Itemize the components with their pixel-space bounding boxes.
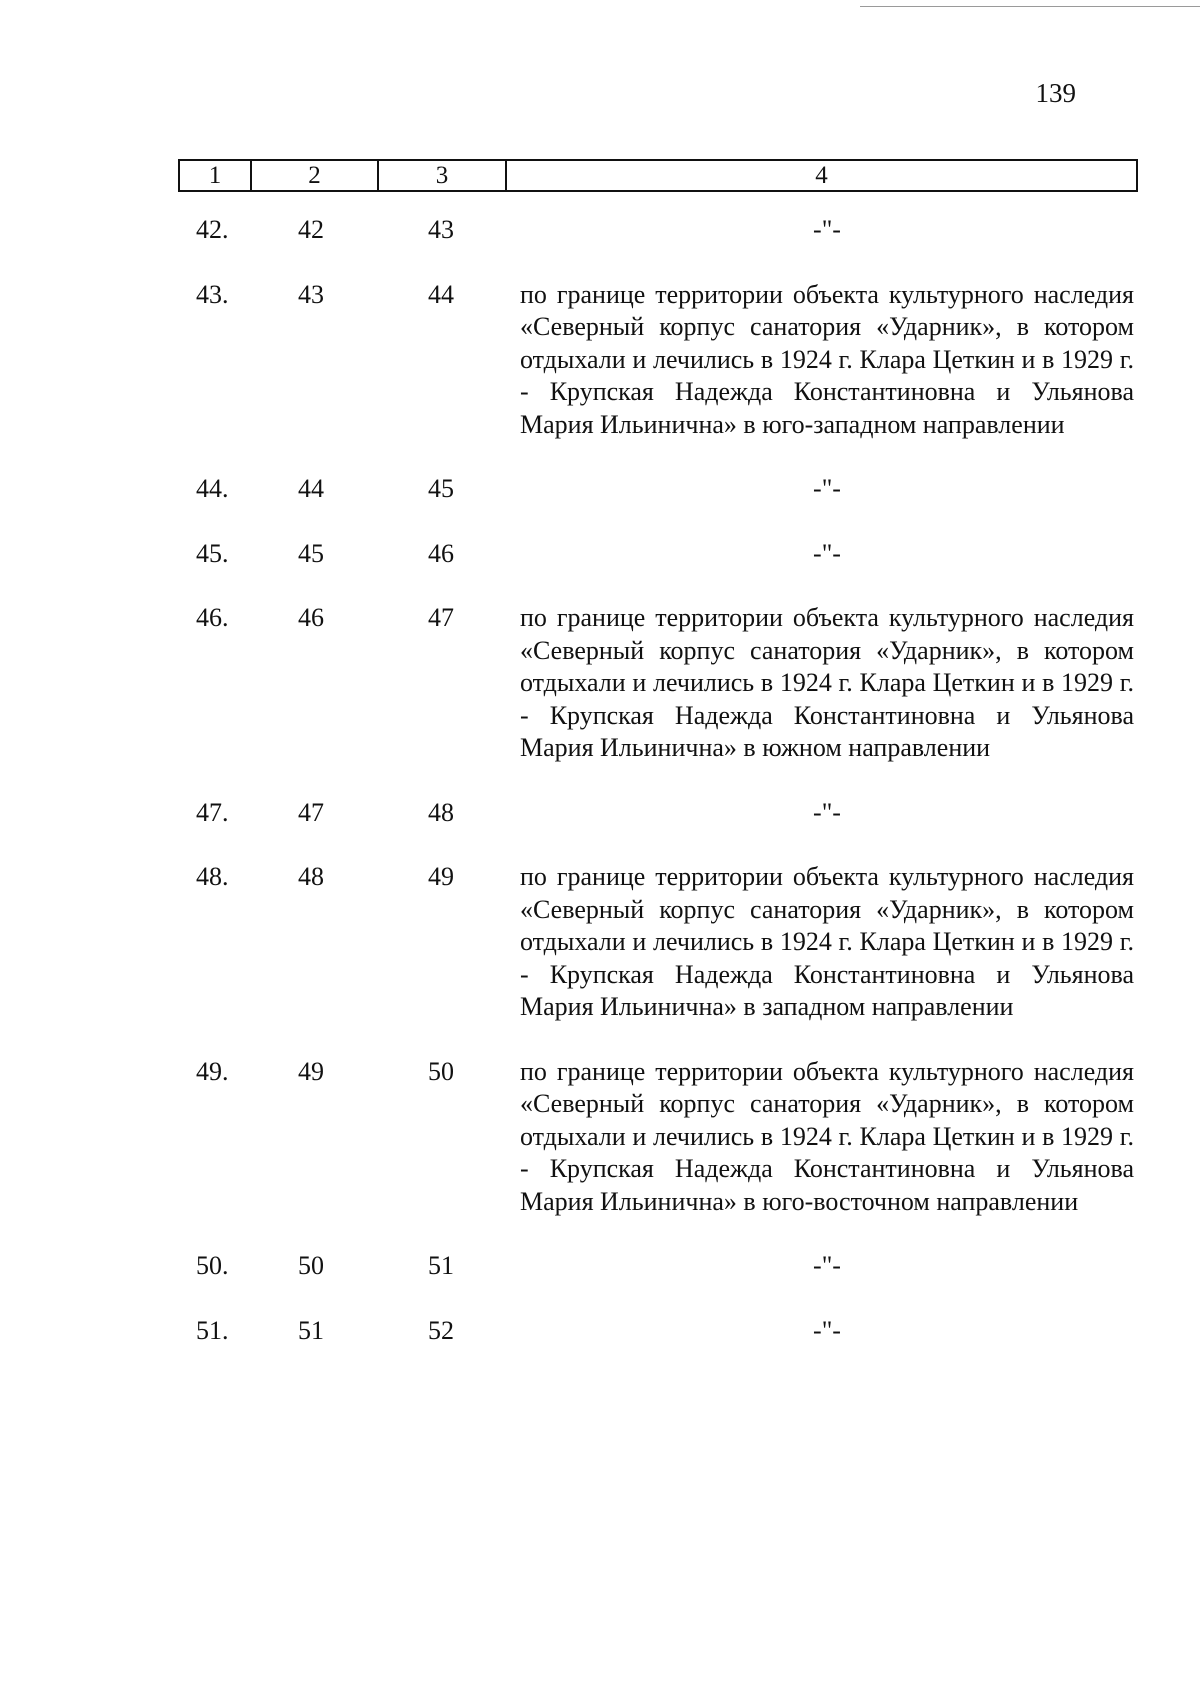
row-number: 42.	[196, 215, 229, 244]
table-row	[0, 473, 1200, 506]
table-row	[0, 279, 1200, 442]
point-to: 49	[428, 862, 454, 891]
point-from: 51	[298, 1315, 324, 1345]
top-rule	[860, 6, 1200, 7]
row-number: 43.	[196, 279, 229, 309]
table-row	[0, 538, 1200, 571]
point-to: 50	[428, 1056, 454, 1086]
boundary-description: по границе территории объекта культурного наследия «Северный корпус санатория «Ударник», в котором отдыхали и лечились в 1924 г. Клара Цеткин и в 1929 г. - Крупская Надежда Константиновна и Ульянова Мария Ильинична» в южном направлении	[520, 603, 1134, 762]
row-number: 44.	[196, 474, 229, 503]
point-to: 48	[428, 797, 454, 827]
point-from: 44	[298, 474, 324, 503]
row-number: 47.	[196, 797, 229, 827]
boundary-description: -"-	[813, 474, 841, 503]
table-header	[178, 159, 1138, 192]
table-row	[0, 602, 1200, 765]
point-from: 48	[298, 862, 324, 891]
row-number: 45.	[196, 538, 229, 568]
point-from: 46	[298, 603, 324, 632]
point-to: 44	[428, 279, 454, 309]
table-row	[0, 797, 1200, 830]
table-body	[0, 214, 1200, 1379]
table-row	[0, 1315, 1200, 1348]
point-from: 50	[298, 1251, 324, 1280]
boundary-description: по границе территории объекта культурного наследия «Северный корпус санатория «Ударник», в котором отдыхали и лечились в 1924 г. Клара Цеткин и в 1929 г. - Крупская Надежда Константиновна и Ульянова Мария Ильинична» в юго-восточном направлении	[520, 1056, 1134, 1216]
row-number: 46.	[196, 603, 229, 632]
header-cell-3: 3	[379, 161, 507, 190]
boundary-description: по границе территории объекта культурного наследия «Северный корпус санатория «Ударник», в котором отдыхали и лечились в 1924 г. Клара Цеткин и в 1929 г. - Крупская Надежда Константиновна и Ульянова Мария Ильинична» в западном направлении	[520, 862, 1134, 1021]
point-to: 51	[428, 1251, 454, 1280]
header-cell-4: 4	[815, 161, 828, 189]
point-to: 46	[428, 538, 454, 568]
table-row	[0, 1056, 1200, 1219]
point-from: 43	[298, 279, 324, 309]
point-from: 45	[298, 538, 324, 568]
table-row	[0, 1250, 1200, 1283]
point-to: 52	[428, 1315, 454, 1345]
point-to: 47	[428, 603, 454, 632]
row-number: 49.	[196, 1056, 229, 1086]
boundary-description: -"-	[813, 1251, 841, 1280]
boundary-description: по границе территории объекта культурного наследия «Северный корпус санатория «Ударник», в котором отдыхали и лечились в 1924 г. Клара Цеткин и в 1929 г. - Крупская Надежда Константиновна и Ульянова Мария Ильинична» в юго-западном направлении	[520, 279, 1134, 439]
header-cell-2: 2	[252, 161, 379, 190]
header-cell-1: 1	[180, 161, 252, 190]
page-number: 139	[1035, 78, 1076, 108]
row-number: 51.	[196, 1315, 229, 1345]
table-row	[0, 861, 1200, 1024]
boundary-description: -"-	[813, 538, 841, 568]
boundary-description: -"-	[813, 797, 841, 827]
point-from: 42	[298, 215, 324, 244]
point-from: 49	[298, 1056, 324, 1086]
table-row	[0, 214, 1200, 247]
point-to: 43	[428, 215, 454, 244]
boundary-description: -"-	[813, 215, 841, 244]
point-from: 47	[298, 797, 324, 827]
row-number: 50.	[196, 1251, 229, 1280]
boundary-description: -"-	[813, 1315, 841, 1345]
point-to: 45	[428, 474, 454, 503]
row-number: 48.	[196, 862, 229, 891]
